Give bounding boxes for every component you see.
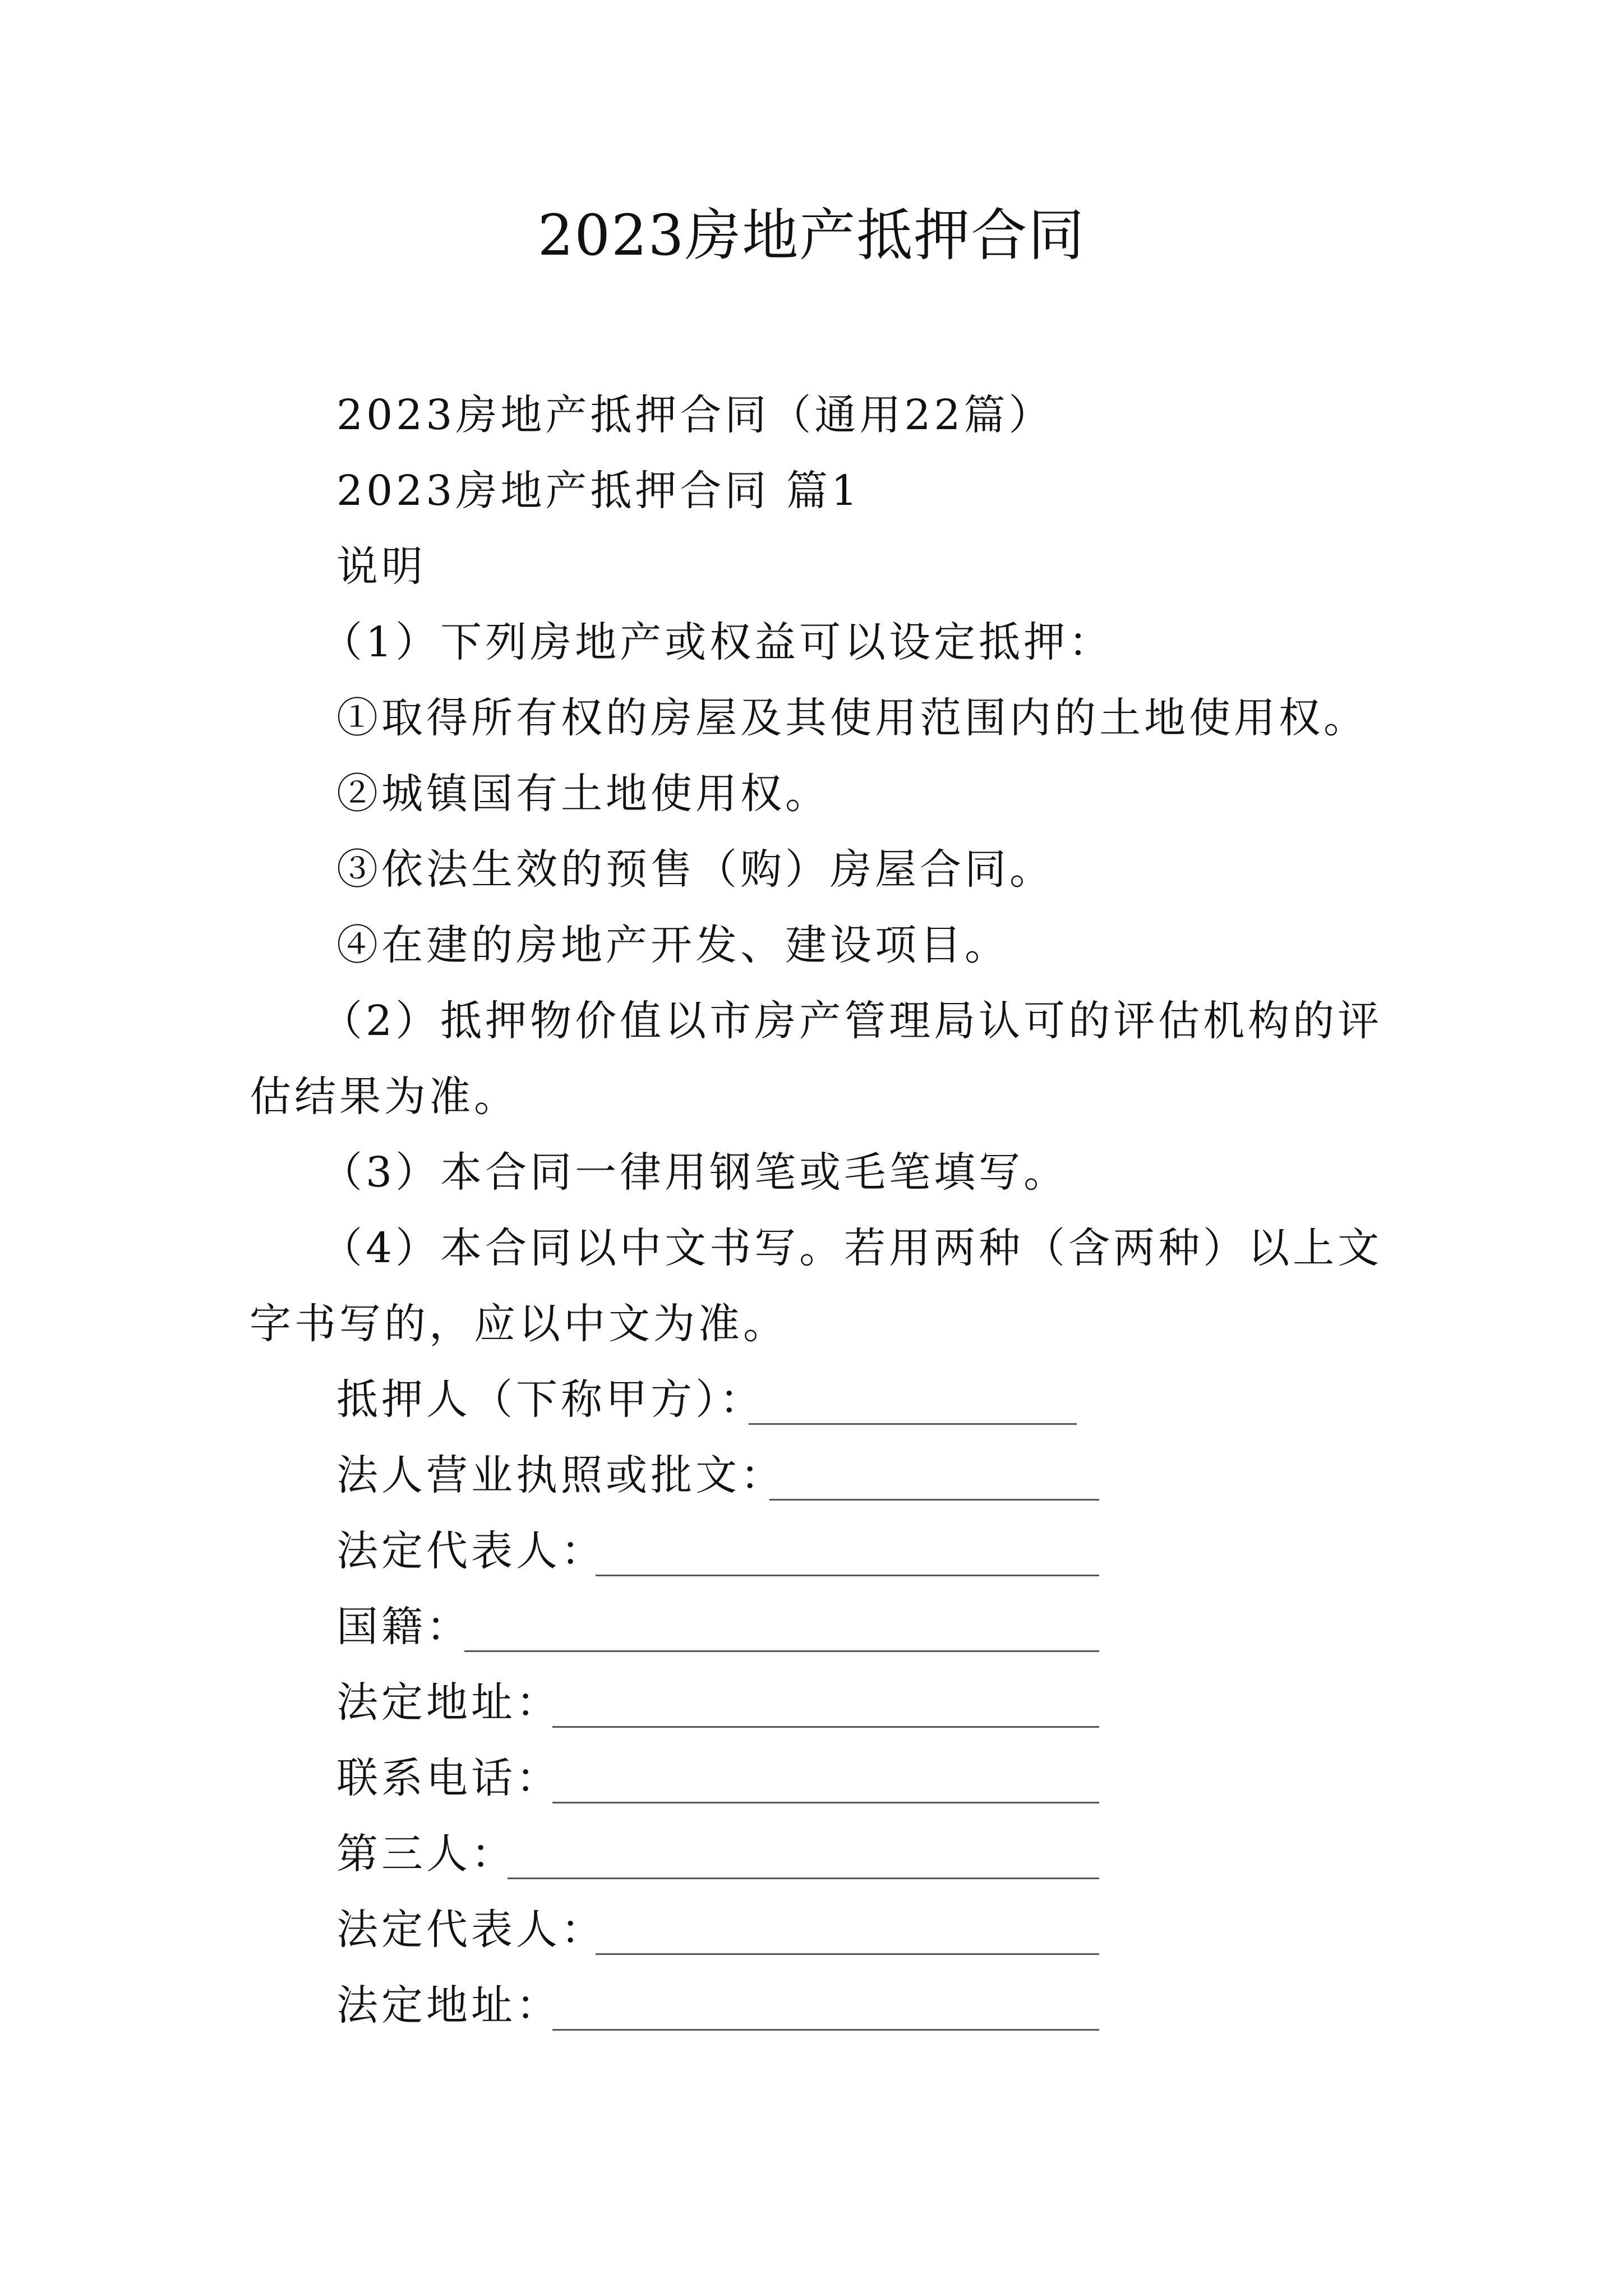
document-subtitle: 2023房地产抵押合同（通用22篇） [336, 391, 1054, 439]
clause-2-line-1: （2）抵押物价值以市房产管理局认可的评估机构的评 [321, 997, 1383, 1045]
clause-2-line-2: 估结果为准。 [250, 1073, 519, 1121]
third-party-blank[interactable] [508, 1878, 1099, 1879]
section-heading: 2023房地产抵押合同 篇1 [336, 467, 861, 515]
third-legal-address-blank[interactable] [552, 2029, 1099, 2031]
document-title: 2023房地产抵押合同 [537, 203, 1086, 268]
license-label: 法人营业执照或批文： [336, 1451, 785, 1499]
third-legal-address-label: 法定地址： [336, 1981, 561, 2030]
clause-4-line-2: 字书写的，应以中文为准。 [250, 1300, 788, 1348]
license-blank[interactable] [769, 1499, 1099, 1501]
phone-label: 联系电话： [336, 1754, 561, 1802]
mortgagor-blank[interactable] [749, 1423, 1077, 1425]
legal-address-blank[interactable] [552, 1726, 1099, 1728]
third-legal-rep-label: 法定代表人： [336, 1906, 606, 1954]
clause-4-line-1: （4）本合同以中文书写。若用两种（含两种）以上文 [321, 1224, 1383, 1272]
third-party-label: 第三人： [336, 1830, 516, 1878]
legal-address-label: 法定地址： [336, 1678, 561, 1727]
clause-1: （1）下列房地产或权益可以设定抵押： [321, 618, 1114, 666]
phone-blank[interactable] [552, 1802, 1099, 1803]
clause-3: （3）本合同一律用钢笔或毛笔填写。 [321, 1148, 1069, 1197]
legal-rep-blank[interactable] [596, 1575, 1099, 1576]
clause-1-item-c: ③依法生效的预售（购）房屋合同。 [336, 845, 1054, 894]
nationality-label: 国籍： [336, 1603, 471, 1651]
nationality-blank[interactable] [464, 1650, 1099, 1652]
clause-1-item-d: ④在建的房地产开发、建设项目。 [336, 921, 1009, 969]
legal-rep-label: 法定代表人： [336, 1527, 606, 1575]
clause-1-item-b: ②城镇国有土地使用权。 [336, 770, 830, 818]
clause-1-item-a: ①取得所有权的房屋及其使用范围内的土地使用权。 [336, 694, 1368, 742]
third-legal-rep-blank[interactable] [596, 1953, 1099, 1955]
mortgagor-label: 抵押人（下称甲方）： [336, 1375, 764, 1424]
explain-label: 说明 [336, 542, 426, 591]
